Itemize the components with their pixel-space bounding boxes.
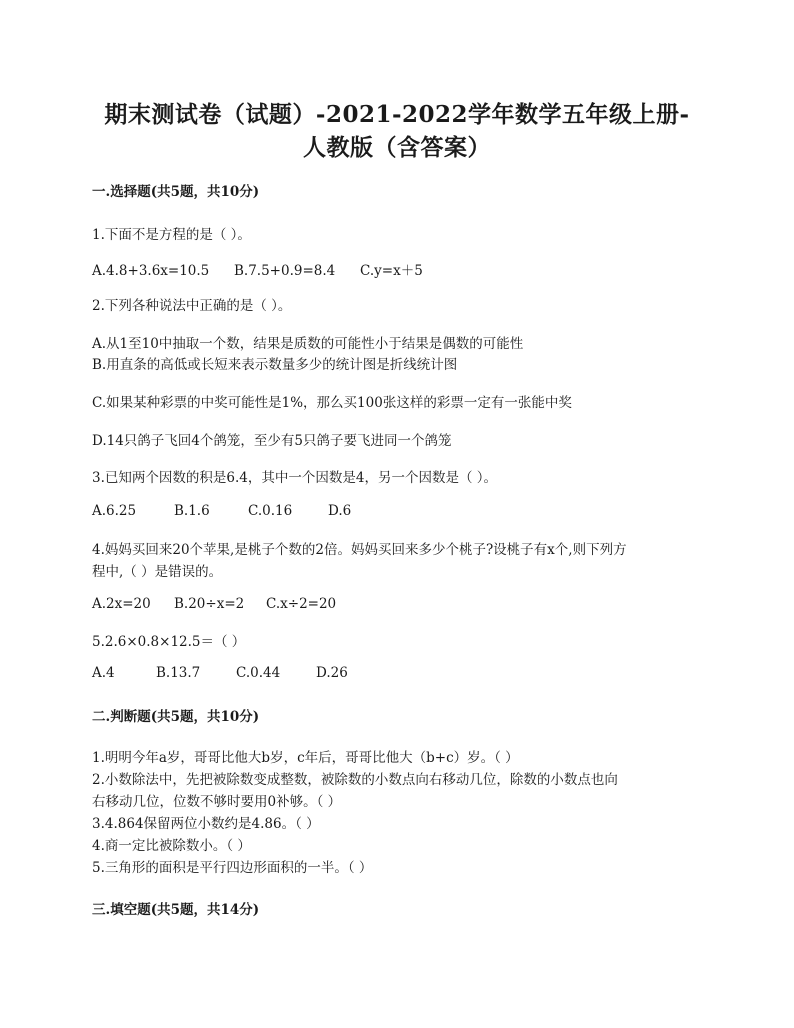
q2-option-c: C.如果某种彩票的中奖可能性是1%，那么买100张这样的彩票一定有一张能中奖 <box>92 395 572 411</box>
exam-title-line2: 人教版（含答案） <box>303 134 491 161</box>
section3-heading: 三.填空题(共5题，共14分) <box>92 902 260 918</box>
judge-item-1: 1.明明今年a岁，哥哥比他大b岁，c年后，哥哥比他大（b+c）岁。（ ） <box>92 750 519 766</box>
q4-option-a: A.2x=20 <box>92 596 151 612</box>
q3-option-d: D.6 <box>328 503 352 519</box>
section1-heading: 一.选择题(共5题，共10分) <box>92 184 260 200</box>
judge-item-2-line1: 2.小数除法中，先把被除数变成整数，被除数的小数点向右移动几位，除数的小数点也向 <box>92 772 618 788</box>
judge-item-2-line2: 右移动几位，位数不够时要用0补够。（ ） <box>92 794 342 810</box>
q3-option-b: B.1.6 <box>174 503 210 519</box>
q1-option-c: C.y=x＋5 <box>360 263 423 279</box>
q2-option-b: B.用直条的高低或长短来表示数量多少的统计图是折线统计图 <box>92 357 458 373</box>
section2-heading: 二.判断题(共5题，共10分) <box>92 709 260 725</box>
q4-option-c: C.x÷2=20 <box>266 596 337 612</box>
judge-item-3: 3.4.864保留两位小数约是4.86。（ ） <box>92 816 320 832</box>
q4-options <box>92 596 336 612</box>
q3-options <box>92 503 351 519</box>
q3-option-a: A.6.25 <box>92 503 137 519</box>
q1-stem: 1.下面不是方程的是（ ）。 <box>92 227 251 243</box>
q5-option-a: A.4 <box>92 665 115 681</box>
q2-option-a: A.从1至10中抽取一个数，结果是质数的可能性小于结果是偶数的可能性 <box>92 336 524 352</box>
q3-stem: 3.已知两个因数的积是6.4，其中一个因数是4，另一个因数是（ ）。 <box>92 470 497 486</box>
q1-option-b: B.7.5+0.9=8.4 <box>234 263 336 279</box>
q5-option-b: B.13.7 <box>156 665 201 681</box>
q5-option-d: D.26 <box>316 665 348 681</box>
judge-item-4: 4.商一定比被除数小。（ ） <box>92 838 251 854</box>
judge-item-5: 5.三角形的面积是平行四边形面积的一半。（ ） <box>92 860 373 876</box>
q2-option-d: D.14只鸽子飞回4个鸽笼，至少有5只鸽子要飞进同一个鸽笼 <box>92 433 452 449</box>
q2-stem: 2.下列各种说法中正确的是（ ）。 <box>92 298 292 314</box>
exam-title-line1: 期末测试卷（试题）-2021-2022学年数学五年级上册- <box>104 101 690 128</box>
q5-option-c: C.0.44 <box>236 665 281 681</box>
q1-option-a: A.4.8+3.6x=10.5 <box>92 263 210 279</box>
q5-options <box>92 665 348 681</box>
q4-stem-line1: 4.妈妈买回来20个苹果,是桃子个数的2倍。妈妈买回来多少个桃子?设桃子有x个,则下列方 <box>92 542 627 558</box>
q4-stem-line2: 程中,（ ）是错误的。 <box>92 564 223 580</box>
q1-options <box>92 259 423 279</box>
q4-option-b: B.20÷x=2 <box>174 596 245 612</box>
q3-option-c: C.0.16 <box>248 503 293 519</box>
q5-stem: 5.2.6×0.8×12.5＝（ ） <box>92 634 246 650</box>
